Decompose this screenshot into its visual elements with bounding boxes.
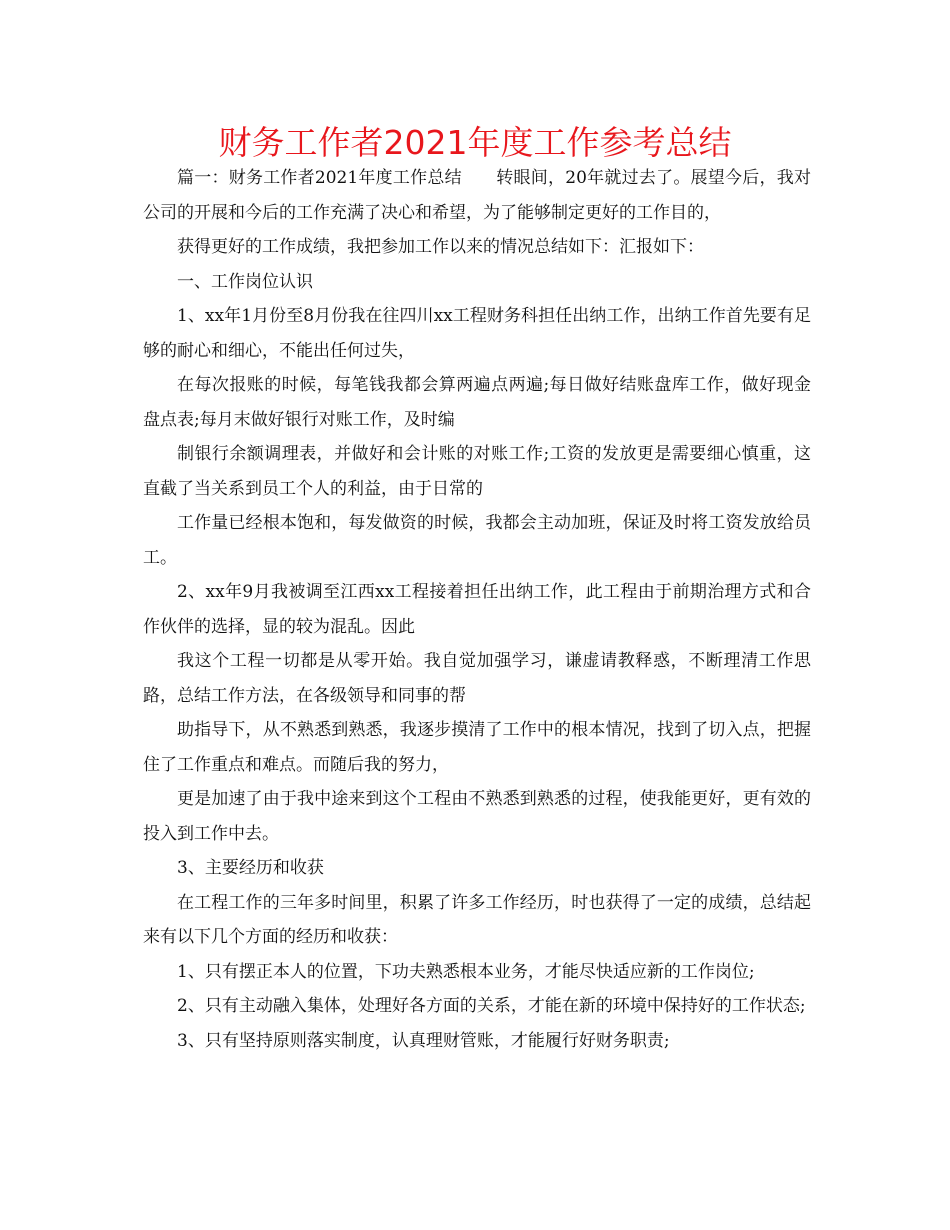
paragraph: 2、xx年9月我被调至江西xx工程接着担任出纳工作，此工程由于前期治理方式和合作伙伴的选择，显的较为混乱。因此 — [143, 582, 811, 637]
paragraph: 助指导下，从不熟悉到熟悉，我逐步摸清了工作中的根本情况，找到了切入点，把握住了工作重点和难点。而随后我的努力， — [143, 720, 811, 775]
document-title: 财务工作者2021年度工作参考总结 — [218, 123, 732, 162]
list-item: 1、只有摆正本人的位置，下功夫熟悉根本业务，才能尽快适应新的工作岗位; — [177, 961, 755, 982]
paragraph: 1、xx年1月份至8月份我在往四川xx工程财务科担任出纳工作，出纳工作首先要有足够的耐心和细心，不能出任何过失， — [143, 306, 811, 361]
paragraph: 在工程工作的三年多时间里，积累了许多工作经历，时也获得了一定的成绩，总结起来有以下几个方面的经历和收获： — [143, 892, 811, 947]
section-heading: 3、主要经历和收获 — [177, 858, 324, 878]
paragraph: 获得更好的工作成绩，我把参加工作以来的情况总结如下：汇报如下： — [177, 237, 704, 257]
paragraph: 制银行余额调理表，并做好和会计账的对账工作;工资的发放更是需要细心慎重，这直截了当关系到员工个人的利益，由于日常的 — [143, 444, 811, 499]
paragraph: 篇一：财务工作者2021年度工作总结 转眼间，20年就过去了。展望今后，我对公司的开展和今后的工作充满了决心和希望，为了能够制定更好的工作目的， — [143, 168, 811, 223]
list-item: 3、只有坚持原则落实制度，认真理财管账，才能履行好财务职责; — [177, 1030, 670, 1051]
paragraph: 我这个工程一切都是从零开始。我自觉加强学习，谦虚请教释惑，不断理清工作思路，总结工作方法，在各级领导和同事的帮 — [143, 651, 811, 706]
paragraph: 在每次报账的时候，每笔钱我都会算两遍点两遍;每日做好结账盘库工作，做好现金盘点表;每月末做好银行对账工作，及时编 — [143, 375, 811, 430]
list-item: 2、只有主动融入集体，处理好各方面的关系，才能在新的环境中保持好的工作状态; — [177, 996, 806, 1016]
paragraph: 更是加速了由于我中途来到这个工程由不熟悉到熟悉的过程，使我能更好，更有效的投入到工作中去。 — [143, 789, 811, 844]
section-heading: 一、工作岗位认识 — [177, 271, 313, 292]
document-body — [143, 161, 811, 1058]
paragraph: 工作量已经根本饱和，每发做资的时候，我都会主动加班，保证及时将工资发放给员工。 — [143, 513, 811, 568]
